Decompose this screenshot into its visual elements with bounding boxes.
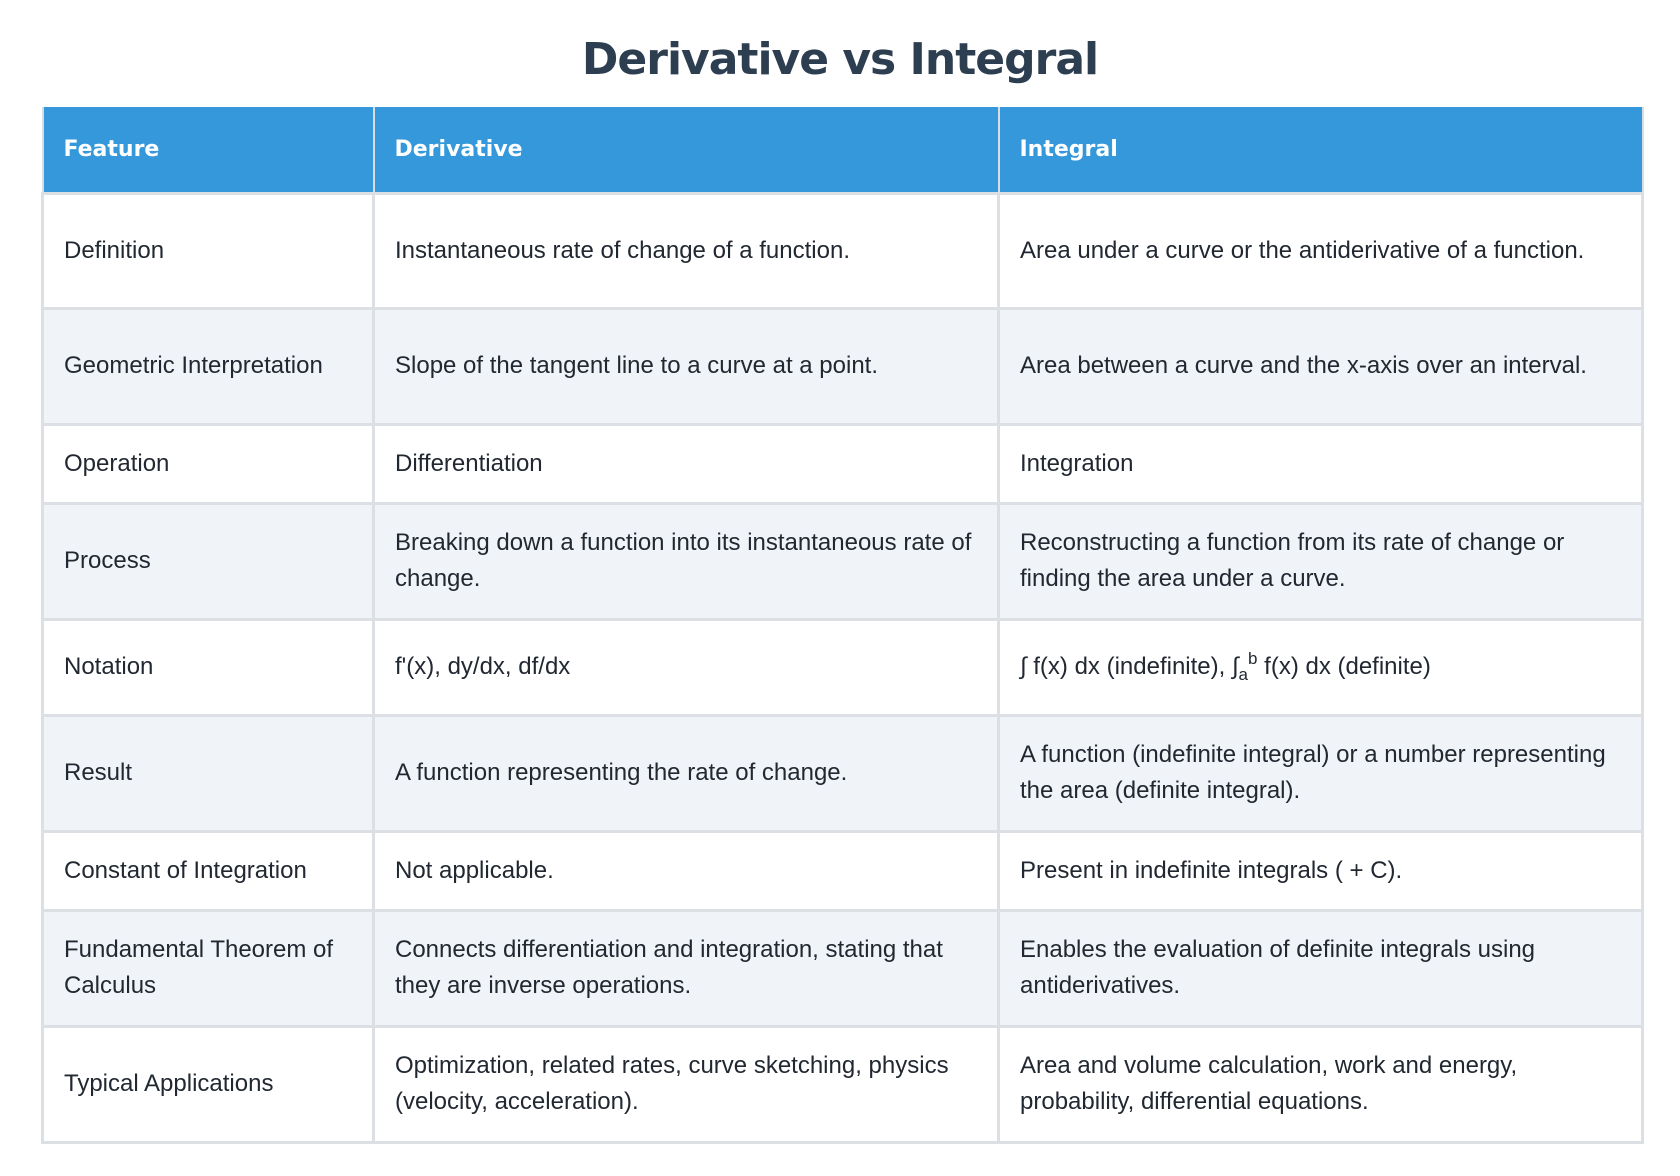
integral-sign: ∫ <box>1231 653 1239 680</box>
definite-notation: f(x) dx (definite) <box>1257 653 1431 680</box>
table-row <box>43 715 1643 831</box>
indefinite-notation: ∫ f(x) dx (indefinite), <box>1020 653 1232 680</box>
table-row <box>43 1026 1643 1142</box>
derivative-cell: Breaking down a function into its instantaneous rate of change. <box>374 503 999 619</box>
integral-cell: Reconstructing a function from its rate of change or finding the area under a curve. <box>999 503 1643 619</box>
feature-cell: Typical Applications <box>43 1026 374 1142</box>
derivative-cell: Slope of the tangent line to a curve at a point. <box>374 308 999 424</box>
feature-cell: Definition <box>43 193 374 308</box>
integral-cell: Integration <box>999 424 1643 503</box>
table-row <box>43 831 1643 910</box>
feature-cell: Result <box>43 715 374 831</box>
feature-cell: Geometric Interpretation <box>43 308 374 424</box>
derivative-cell: Differentiation <box>374 424 999 503</box>
derivative-cell: Not applicable. <box>374 831 999 910</box>
table-row <box>43 193 1643 308</box>
page-title: Derivative vs Integral <box>581 34 1099 85</box>
integral-cell: Enables the evaluation of definite integrals using antiderivatives. <box>999 910 1643 1026</box>
header-feature: Feature <box>43 107 374 193</box>
comparison-table <box>41 107 1644 1144</box>
table-header-row <box>43 107 1643 193</box>
derivative-cell: Optimization, related rates, curve sketching, physics (velocity, acceleration). <box>374 1026 999 1142</box>
feature-cell: Constant of Integration <box>43 831 374 910</box>
integral-notation-cell <box>999 619 1643 715</box>
feature-cell: Operation <box>43 424 374 503</box>
lower-limit: a <box>1238 665 1249 684</box>
integral-cell: Area between a curve and the x-axis over an interval. <box>999 308 1643 424</box>
table-row <box>43 619 1643 715</box>
integral-cell: Present in indefinite integrals ( + C). <box>999 831 1643 910</box>
table-row <box>43 503 1643 619</box>
integral-cell: Area and volume calculation, work and energy, probability, differential equations. <box>999 1026 1643 1142</box>
header-derivative: Derivative <box>374 107 999 193</box>
table-row <box>43 424 1643 503</box>
derivative-cell: Instantaneous rate of change of a function. <box>374 193 999 308</box>
feature-cell: Notation <box>43 619 374 715</box>
header-integral: Integral <box>999 107 1643 193</box>
derivative-cell: f'(x), dy/dx, df/dx <box>374 619 999 715</box>
feature-cell: Process <box>43 503 374 619</box>
derivative-cell: Connects differentiation and integration, stating that they are inverse operations. <box>374 910 999 1026</box>
table-row <box>43 910 1643 1026</box>
integral-cell: A function (indefinite integral) or a number representing the area (definite integral). <box>999 715 1643 831</box>
integral-cell: Area under a curve or the antiderivative of a function. <box>999 193 1643 308</box>
upper-limit: b <box>1248 649 1258 668</box>
feature-cell: Fundamental Theorem of Calculus <box>43 910 374 1026</box>
derivative-cell: A function representing the rate of change. <box>374 715 999 831</box>
table-row <box>43 308 1643 424</box>
